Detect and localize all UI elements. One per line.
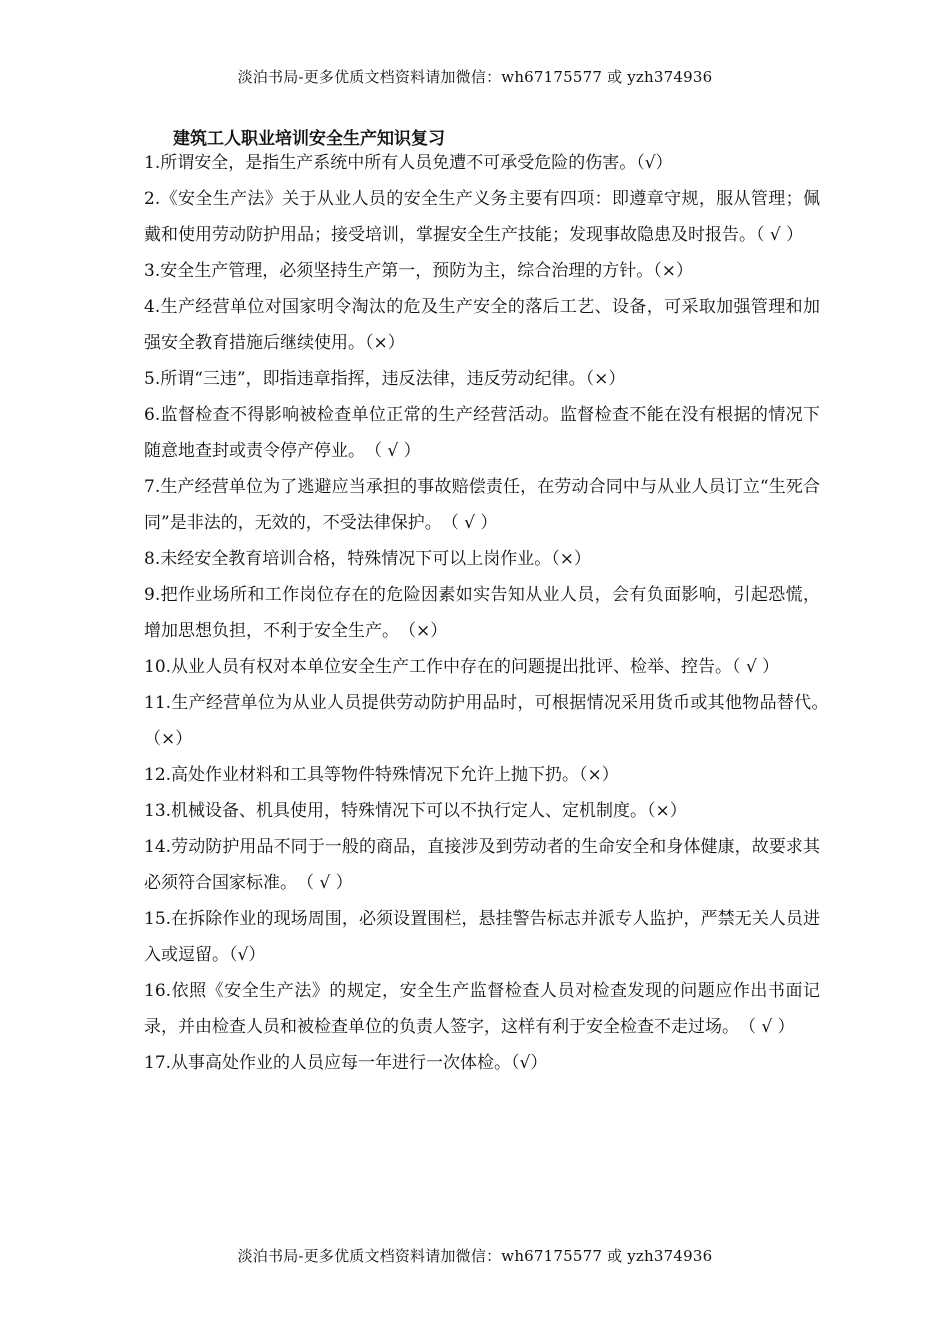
question-item: 3.安全生产管理，必须坚持生产第一，预防为主，综合治理的方针。（×） xyxy=(144,261,693,281)
question-item: 5.所谓“三违”，即指违章指挥，违反法律，违反劳动纪律。（×） xyxy=(144,369,626,389)
question-item: 6.监督检查不得影响被检查单位正常的生产经营活动。监督检查不能在没有根据的情况下随意地查封或责令停产停业。 （ √ ） xyxy=(144,405,820,461)
question-item: 7.生产经营单位为了逃避应当承担的事故赔偿责任，在劳动合同中与从业人员订立“生死合同”是非法的，无效的，不受法律保护。 （ √ ） xyxy=(144,477,820,533)
question-item: 13.机械设备、机具使用，特殊情况下可以不执行定人、定机制度。（×） xyxy=(144,801,687,821)
question-item: 12.高处作业材料和工具等物件特殊情况下允许上抛下扔。（×） xyxy=(144,765,619,785)
page-footer-watermark: 淡泊书局-更多优质文档资料请加微信：wh67175577 或 yzh374936 xyxy=(237,1247,713,1265)
question-item: 15.在拆除作业的现场周围，必须设置围栏，悬挂警告标志并派专人监护，严禁无关人员进入或逗留。（√） xyxy=(144,909,820,965)
question-item: 10.从业人员有权对本单位安全生产工作中存在的问题提出批评、检举、控告。（ √ ） xyxy=(144,657,780,677)
question-item: 2.《安全生产法》关于从业人员的安全生产义务主要有四项：即遵章守规，服从管理；佩戴和使用劳动防护用品；接受培训，掌握安全生产技能；发现事故隐患及时报告。（ √ ） xyxy=(144,189,820,245)
question-item: 8.未经安全教育培训合格，特殊情况下可以上岗作业。（×） xyxy=(144,549,591,569)
page-header-watermark: 淡泊书局-更多优质文档资料请加微信：wh67175577 或 yzh374936 xyxy=(237,68,713,86)
question-item: 17.从事高处作业的人员应每一年进行一次体检。（√） xyxy=(144,1053,548,1073)
question-item: 4.生产经营单位对国家明令淘汰的危及生产安全的落后工艺、设备，可采取加强管理和加强安全教育措施后继续使用。（×） xyxy=(144,297,820,353)
question-item: 9.把作业场所和工作岗位存在的危险因素如实告知从业人员，会有负面影响，引起恐慌，增加思想负担，不利于安全生产。 （×） xyxy=(144,585,820,641)
question-item: 14.劳动防护用品不同于一般的商品，直接涉及到劳动者的生命安全和身体健康，故要求其必须符合国家标准。 （ √ ） xyxy=(144,837,820,893)
question-item: 16.依照《安全生产法》的规定，安全生产监督检查人员对检查发现的问题应作出书面记录，并由检查人员和被检查单位的负责人签字，这样有利于安全检查不走过场。 （ √ ） xyxy=(144,981,820,1037)
question-item: 11.生产经营单位为从业人员提供劳动防护用品时，可根据情况采用货币或其他物品替代。 （×） xyxy=(144,693,837,749)
question-item: 1.所谓安全，是指生产系统中所有人员免遭不可承受危险的伤害。（√） xyxy=(144,153,673,173)
question-list xyxy=(144,145,837,1081)
document-title: 建筑工人职业培训安全生产知识复习 xyxy=(173,129,445,149)
